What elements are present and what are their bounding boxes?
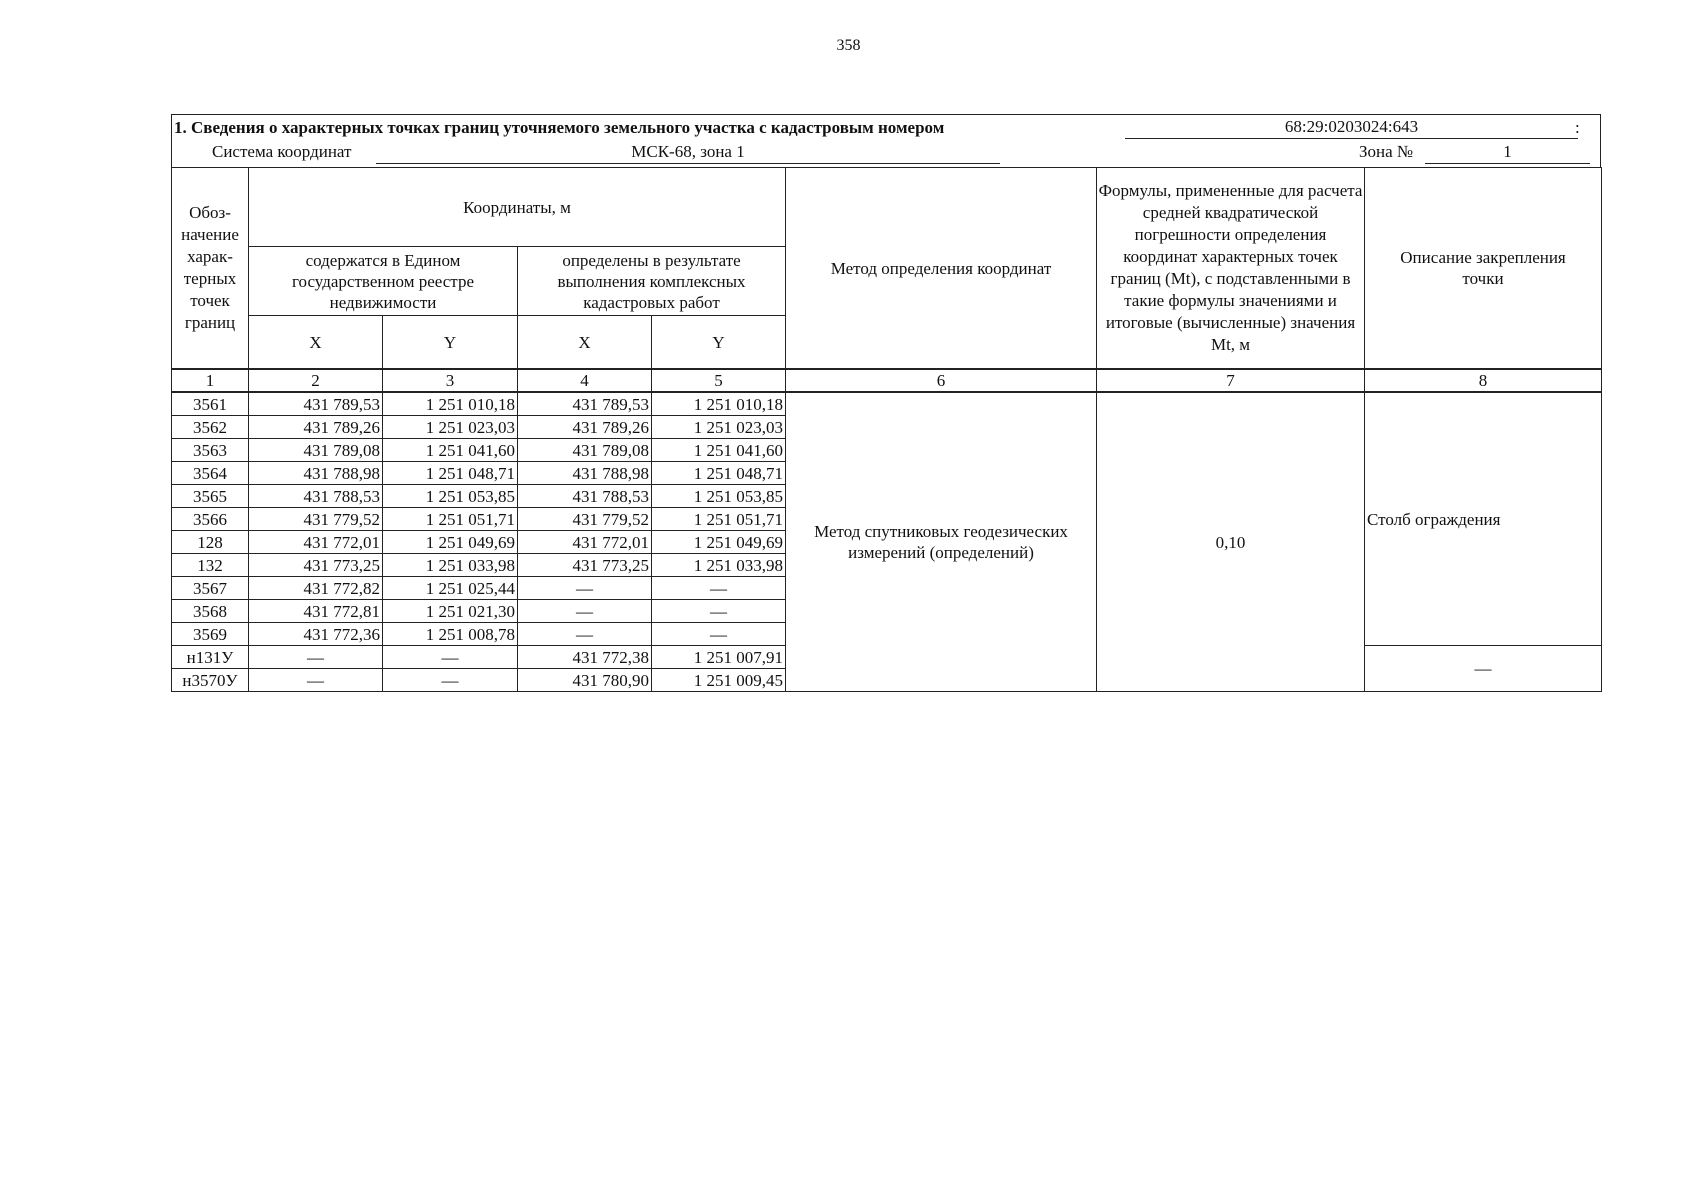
point-id-cell: 3563 (172, 439, 249, 462)
x-egrn-cell: 431 789,53 (249, 392, 383, 416)
y-egrn-cell: 1 251 053,85 (383, 485, 518, 508)
col-number: 4 (518, 369, 652, 392)
point-id-cell: 3565 (172, 485, 249, 508)
y-egrn-cell: 1 251 033,98 (383, 554, 518, 577)
y-kkr-cell: — (652, 600, 786, 623)
point-id-cell: 128 (172, 531, 249, 554)
y-kkr-cell: 1 251 007,91 (652, 646, 786, 669)
x-egrn-cell: 431 789,08 (249, 439, 383, 462)
column-number-row (172, 369, 1602, 392)
header-point-designation: Обоз- начение харак- терных точек границ (172, 168, 249, 370)
fixing-cell: Столб ограждения (1365, 392, 1602, 646)
y-kkr-cell: 1 251 023,03 (652, 416, 786, 439)
y-egrn-cell: 1 251 048,71 (383, 462, 518, 485)
points-table (171, 167, 1602, 692)
col-number: 8 (1365, 369, 1602, 392)
header-x-egrn: X (249, 316, 383, 370)
col-number: 6 (786, 369, 1097, 392)
x-egrn-cell: — (249, 669, 383, 692)
header-coordinates: Координаты, м (249, 168, 786, 247)
x-kkr-cell: 431 780,90 (518, 669, 652, 692)
x-kkr-cell: 431 789,26 (518, 416, 652, 439)
x-kkr-cell: — (518, 600, 652, 623)
y-kkr-cell: 1 251 010,18 (652, 392, 786, 416)
y-egrn-cell: 1 251 008,78 (383, 623, 518, 646)
coord-system-value: МСК-68, зона 1 (376, 141, 1000, 164)
point-id-cell: 3569 (172, 623, 249, 646)
col-number: 7 (1097, 369, 1365, 392)
y-kkr-cell: 1 251 053,85 (652, 485, 786, 508)
section-title: 1. Сведения о характерных точках границ уточняемого земельного участка с кадастровым номером (174, 118, 945, 137)
x-egrn-cell: 431 772,82 (249, 577, 383, 600)
col-number: 5 (652, 369, 786, 392)
x-kkr-cell: 431 779,52 (518, 508, 652, 531)
x-kkr-cell: 431 772,01 (518, 531, 652, 554)
fixing-cell-empty: — (1365, 646, 1602, 692)
y-egrn-cell: — (383, 646, 518, 669)
point-id-cell: н131У (172, 646, 249, 669)
col-number: 3 (383, 369, 518, 392)
point-id-cell: 3561 (172, 392, 249, 416)
x-egrn-cell: 431 773,25 (249, 554, 383, 577)
y-kkr-cell: 1 251 033,98 (652, 554, 786, 577)
zone-label: Зона № (1359, 142, 1414, 161)
y-kkr-cell: 1 251 051,71 (652, 508, 786, 531)
header-egrn: содержатся в Едином государственном реестре недвижимости (249, 247, 518, 316)
header-x-kkr: X (518, 316, 652, 370)
x-egrn-cell: 431 779,52 (249, 508, 383, 531)
y-kkr-cell: 1 251 049,69 (652, 531, 786, 554)
x-kkr-cell: 431 772,38 (518, 646, 652, 669)
y-kkr-cell: 1 251 048,71 (652, 462, 786, 485)
point-id-cell: 132 (172, 554, 249, 577)
x-egrn-cell: 431 772,36 (249, 623, 383, 646)
y-egrn-cell: 1 251 025,44 (383, 577, 518, 600)
x-egrn-cell: — (249, 646, 383, 669)
y-kkr-cell: — (652, 623, 786, 646)
col-number: 2 (249, 369, 383, 392)
point-id-cell: 3566 (172, 508, 249, 531)
x-kkr-cell: 431 788,98 (518, 462, 652, 485)
point-id-cell: 3567 (172, 577, 249, 600)
x-egrn-cell: 431 772,01 (249, 531, 383, 554)
coord-system-label: Система координат (212, 142, 352, 161)
x-egrn-cell: 431 788,98 (249, 462, 383, 485)
section-header (171, 114, 1601, 167)
y-egrn-cell: — (383, 669, 518, 692)
header-y-kkr: Y (652, 316, 786, 370)
page-number: 358 (836, 37, 861, 54)
x-egrn-cell: 431 772,81 (249, 600, 383, 623)
point-id-cell: 3568 (172, 600, 249, 623)
y-egrn-cell: 1 251 041,60 (383, 439, 518, 462)
formula-cell: 0,10 (1097, 392, 1365, 692)
point-id-cell: н3570У (172, 669, 249, 692)
y-kkr-cell: 1 251 041,60 (652, 439, 786, 462)
x-kkr-cell: 431 789,08 (518, 439, 652, 462)
y-egrn-cell: 1 251 021,30 (383, 600, 518, 623)
x-kkr-cell: 431 789,53 (518, 392, 652, 416)
x-kkr-cell: — (518, 623, 652, 646)
header-kkr: определены в результате выполнения комплексных кадастровых работ (518, 247, 786, 316)
cadastral-points-section (171, 114, 1601, 692)
point-id-cell: 3562 (172, 416, 249, 439)
x-kkr-cell: — (518, 577, 652, 600)
header-formula: Формулы, примененные для расчета средней квадратической погрешности определения координат характерных точек границ (Mt), с подставленными в такие формулы значениями и итоговые (вычисленные) значения Mt, м (1097, 168, 1365, 370)
col-number: 1 (172, 369, 249, 392)
zone-value: 1 (1425, 141, 1590, 164)
y-egrn-cell: 1 251 010,18 (383, 392, 518, 416)
x-egrn-cell: 431 788,53 (249, 485, 383, 508)
header-y-egrn: Y (383, 316, 518, 370)
cadastral-number: 68:29:0203024:643 (1125, 116, 1578, 139)
x-kkr-cell: 431 773,25 (518, 554, 652, 577)
y-kkr-cell: — (652, 577, 786, 600)
y-egrn-cell: 1 251 023,03 (383, 416, 518, 439)
method-cell: Метод спутниковых геодезических измерений (определений) (786, 392, 1097, 692)
x-egrn-cell: 431 789,26 (249, 416, 383, 439)
y-egrn-cell: 1 251 051,71 (383, 508, 518, 531)
table-row (172, 392, 1602, 416)
cadastral-colon: : (1575, 118, 1580, 137)
y-kkr-cell: 1 251 009,45 (652, 669, 786, 692)
y-egrn-cell: 1 251 049,69 (383, 531, 518, 554)
point-id-cell: 3564 (172, 462, 249, 485)
x-kkr-cell: 431 788,53 (518, 485, 652, 508)
header-fixing: Описание закрепления точки (1365, 168, 1602, 370)
header-method: Метод определения координат (786, 168, 1097, 370)
